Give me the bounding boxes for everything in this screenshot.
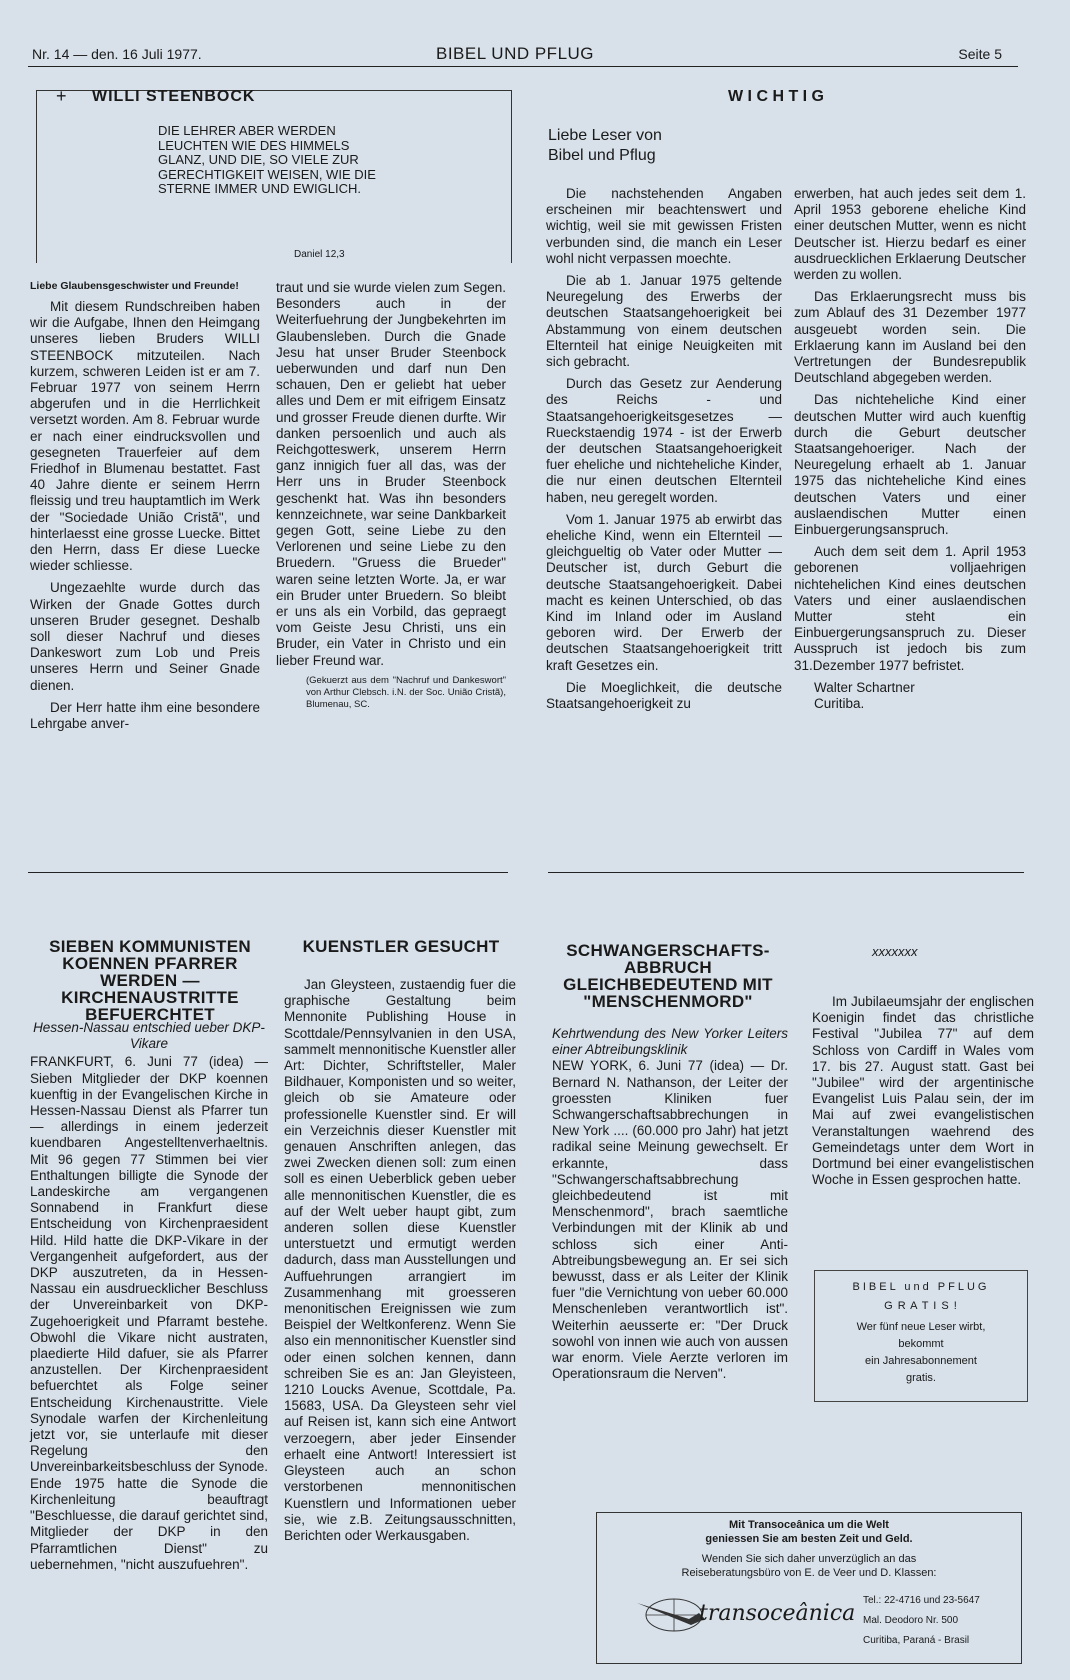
article-column	[552, 1026, 788, 1388]
article-column	[30, 1020, 268, 1579]
wichtig-paragraph: Das nichteheliche Kind einer deutschen Mutter wird auch kuenftig durch die Geburt deutscher Staatsangehoeriger. Nach der Neuregelung erhaelt ab 1. Januar 1975 das nichteheliche Kind eines deutschen Vaters und einer auslaendischen Mutter einen Einbuergerungsanspruch.	[794, 392, 1026, 538]
obituary-paragraph: Der Herr hatte ihm eine besondere Lehrgabe anver-	[30, 699, 260, 732]
wichtig-title: W I C H T I G	[728, 88, 824, 105]
ad-brand: transoceânica	[699, 1601, 856, 1626]
wichtig-column-a	[546, 186, 782, 718]
wichtig-paragraph: Die ab 1. Januar 1975 geltende Neuregelung des Erwerbs der deutschen Staatsangehoerigkeit bei Abstammung von einem deutschen Elternteil hat einige Neuigkeiten mit sich gebracht.	[546, 273, 782, 370]
wichtig-paragraph: Die Moeglichkeit, die deutsche Staatsangehoerigkeit zu	[546, 679, 782, 712]
salutation: Liebe Glaubensgeschwister und Freunde!	[30, 280, 239, 292]
article-body: Im Jubilaeumsjahr der englischen Koenigin findet das christliche Festival "Jubilea 77" auf dem Schloss von Cardiff in Wales vom 17. bis 27. August statt. Gast bei "Jubilee" wird der argentinische Evangelist Luis Palau sein, der im Mai auf zwei evangelistischen Veranstaltungen waehrend des Gemeindetags unter dem Wort in Dortmund bei einer evangelistischen Woche in Essen gesprochen hatte.	[812, 994, 1034, 1188]
signature-city: Curitiba.	[814, 696, 865, 712]
wichtig-paragraph: Auch dem seit dem 1. April 1953 geborenen volljaehrigen nichtehelichen Kind eines deutschen Vaters und einer auslaendischen Mutter steht ein Einbuergerungsanspruch zu. Dieser Ausspruch ist jedoch bis zum 31.Dezember 1977 befristet.	[794, 544, 1026, 673]
article-body: Jan Gleysteen, zustaendig fuer die graphische Gestaltung beim Mennonite Publishing House in Scottdale/Pennsylvanien in den USA, sammelt mennonitische Kuenstler aller Art: Dichter, Schriftsteller, Maler Bildhauer, Komponisten und so weiter, gleich ob sie Amateure oder professionelle Kuenstler sind. Er will ein Verzeichnis dieser Kuenstler mit genauen Anschriften anlegen, das zwei Zwecken dienen soll: zum einen soll es einen Ueberblick geben ueber alle mennonitischen Kuenstler, die es auf der Welt ueber haupt gibt, zum anderen sollen diese Kuenstler unterstuetzt und ermutigt werden dadurch, dass man Ausstellungen und Auffuehrungen arrangiert im Zusammenhang mit groesseren menonitischen Ereignissen wie zum Beispiel der Weltkonferenz. Wenn Sie also ein mennonitischer Kuenstler sind oder einen solchen kennen, dann schreiben Sie es an: Jan Gleyisteen, 1210 Loucks Avenue, Scottdale, Pa. 15683, USA. Da Gleysteen sehr viel auf Reisen ist, kann sich eine Antwort verzoegern, aber jeder Einsender erhaelt eine Antwort! Interessiert ist Gleysteen auch an schon verstorbenen mennonitischen Kuenstlern und Informationen ueber sie, wie z.B. Zeitungsausschnitten, Berichten oder Werkausgaben.	[284, 977, 516, 1543]
ad-line: Reiseberatungsbüro von E. de Veer und D. Klassen:	[681, 1567, 937, 1579]
promo-gratis: G R A T I S !	[884, 1300, 958, 1312]
article-subhead: Kehrtwendung des New Yorker Leiters einer Abtreibungsklinik	[552, 1026, 788, 1058]
ad-tel: Tel.: 22-4716 und 23-5647	[863, 1595, 980, 1606]
obituary-paragraph: Mit diesem Rundschreiben haben wir die Aufgabe, Ihnen den Heimgang unseres lieben Bruders WILLI STEENBOCK mitzuteilen. Nach kurzem, schweren Leiden ist er am 7. Februar 1977 von seinem Herrn abgerufen und in die Herrlichkeit versetzt worden. Am 8. Februar wurde er nach einer eindrucksvollen und gesegneten Trauerfeier auf dem Friedhof in Blumenau bestattet. Fast 40 Jahre diente er seinem Herrn fleissig und treu hauptamtlich im Werk der "Sociedade União Cristã", und hinterlaesst eine grosse Luecke. Bittet den Herrn, dass Er diese Luecke wieder schliesse.	[30, 299, 260, 574]
signature-name: Walter Schartner	[814, 679, 915, 695]
cross-icon: +	[56, 86, 67, 106]
article-headline: KUENSTLER GESUCHT	[302, 937, 500, 956]
obituary-source: (Gekuerzt aus dem "Nachruf und Dankeswort" von Arthur Clebsch. i.N. der Soc. União Cristã), Blumenau, SC.	[306, 674, 506, 710]
article-body: NEW YORK, 6. Juni 77 (idea) — Dr. Bernard N. Nathanson, der Leiter der groessten Kliniken fuer Schwangerschaftsabbrechungen in New York .... (60.000 pro Jahr) hat jetzt radikal seine Meinung gewechselt. Er erkannte, dass "Schwangerschaftsabbrechung gleichbedeutend ist mit Menschenmord", brach saemtliche Verbindungen mit der Klinik ab und schloss sich einer Anti-Abtreibungsbewegung an. Er sei sich bewusst, dass er als Leiter der Klinik fuer "die Vernichtung von ueber 60.000 Menschenleben verantwortlich ist". Weiterhin aeusserte er: "Der Druck sowohl von innen wie auch von aussen war enorm. Viele Aerzte verloren im Operationsraum die Nerven".	[552, 1058, 788, 1382]
obituary-paragraph: Ungezaehlte wurde durch das Wirken der Gnade Gottes durch unseren Bruder gesegnet. Deshalb soll dieser Nachruf und dieses Dankeswort zum Lob und Preis unseres Herrn und Seiner Gnade dienen.	[30, 580, 260, 693]
section-rule-left	[28, 872, 508, 873]
newspaper-title: BIBEL UND PFLUG	[436, 44, 595, 63]
issue-date: Nr. 14 — den. 16 Juli 1977.	[32, 46, 202, 62]
wichtig-paragraph: Durch das Gesetz zur Aenderung des Reichs - und Staatsangehoerigkeitsgesetzes — Rueckstaendig 1974 - ist der Erwerb der deutschen Staatsangehoerigkeit fuer eheliche und nichteheliche Kinder, die nur einen deutschen Elternteil haben, neu geregelt worden.	[546, 376, 782, 505]
obituary-column-2	[276, 280, 506, 711]
header-rule	[28, 66, 1018, 67]
article-column	[812, 994, 1034, 1194]
article-marker: xxxxxxx	[872, 944, 918, 959]
ad-city: Curitiba, Paraná - Brasil	[863, 1635, 970, 1646]
promo-box	[814, 1270, 1028, 1402]
article-headline: SIEBEN KOMMUNISTEN KOENNEN PFARRER WERDEN — KIRCHENAUSTRITTE BEFUERCHTET	[49, 937, 251, 1024]
wichtig-paragraph: Die nachstehenden Angaben erscheinen mir beachtenswert und wichtig, weil sie mit gewissen Fristen verbunden sind, die manch ein Leser wohl nicht verpassen moechte.	[546, 186, 782, 266]
promo-line: gratis.	[906, 1372, 936, 1384]
article-column	[284, 977, 516, 1550]
ad-address: Mal. Deodoro Nr. 500	[863, 1615, 959, 1626]
wichtig-column-b	[794, 186, 1026, 712]
obituary-column-1	[30, 280, 260, 738]
obituary-quote: DIE LEHRER ABER WERDEN LEUCHTEN WIE DES HIMMELS GLANZ, UND DIE, SO VIELE ZUR GERECHTIGKEIT WEISEN, WIE DIE STERNE IMMER UND EWIGLICH.	[158, 123, 376, 196]
travel-ad	[596, 1512, 1022, 1664]
page-header	[30, 44, 1020, 66]
ad-line: Mit Transoceânica um die Welt	[729, 1519, 889, 1531]
promo-line: Wer fünf neue Leser wirbt,	[856, 1321, 986, 1333]
promo-line: ein Jahresabonnement	[865, 1355, 977, 1367]
wichtig-paragraph: Das Erklaerungsrecht muss bis zum Ablauf des 31 Dezember 1977 ausgeuebt worden sein. Die Erklaerung kann im Ausland bei den Vertretungen der Bundesrepublik Deutschland abgegeben werden.	[794, 289, 1026, 386]
promo-title: BIBEL und PFLUG	[852, 1281, 990, 1293]
wichtig-greeting: Liebe Leser von Bibel und Pflug	[548, 127, 662, 164]
page-number: Seite 5	[958, 46, 1002, 62]
ad-line: geniessen Sie am besten Zeit und Geld.	[705, 1533, 913, 1545]
wichtig-paragraph: Vom 1. Januar 1975 ab erwirbt das eheliche Kind, wenn ein Elternteil — gleichgueltig ob Vater oder Mutter — Deutscher ist, durch Geburt die deutsche Staatsangehoerigkeit. Dabei macht es keinen Unterschied, ob das Kind im Inland oder im Ausland geboren wird. Der Erwerb der deutschen Staatsangehoerigkeit tritt kraft Gesetzes ein.	[546, 511, 782, 673]
ad-line: Wenden Sie sich daher unverzüglich an das	[701, 1553, 917, 1565]
quote-reference: Daniel 12,3	[294, 249, 345, 260]
obituary-title: WILLI STEENBOCK	[92, 88, 256, 105]
obituary-paragraph: traut und sie wurde vielen zum Segen. Besonders auch in der Weiterfuehrung der Jungbekehrten im Glaubensleben. Durch die Gnade Jesu hat unser Bruder Steenbock ueberwunden und darf nun Den schauen, Den er geliebt hat ueber alles und Dem er mit eifrigem Einsatz und grosser Freude dienen durfte. Wir danken persoenlich und auch als Reichgotteswerk, unserem Herrn ganz innigich fuer all das, was der Herr uns in Bruder Steenbock geschenkt hat. Was ihn besonders kennzeichnete, war seine Dankbarkeit gegen Gott, seine Liebe zu den Verlorenen und seine Liebe zu den Bruedern. "Gruess die Brueder" waren seine letzten Worte. Ja, er war ein Bruder unter Bruedern. So bleibt er uns als ein Vorbild, das gepraegt vom Geiste Jesu Christi, uns ein Bruder, ein Vater in Christo und ein lieber Freund war.	[276, 280, 506, 668]
section-rule-right	[548, 872, 1024, 873]
article-subhead: Hessen-Nassau entschied ueber DKP-Vikare	[33, 1020, 265, 1052]
wichtig-paragraph: erwerben, hat auch jedes seit dem 1. April 1953 geborene eheliche Kind einer deutschen Mutter, wenn es nicht Deutscher ist. Hierzu bedarf es einer ausdruecklichen Erklaerung Deutscher werden zu wollen.	[794, 186, 1026, 283]
article-headline: SCHWANGERSCHAFTS-ABBRUCH GLEICHBEDEUTEND MIT "MENSCHENMORD"	[563, 941, 773, 1011]
promo-line: bekommt	[898, 1338, 944, 1350]
article-body: FRANKFURT, 6. Juni 77 (idea) — Sieben Mitglieder der DKP koennen kuenftig in der Evangelischen Kirche in Hessen-Nassau Dienst als Pfarrer tun — allerdings in einem jederzeit kuendbaren Angestelltenverhaeltnis. Mit 96 gegen 77 Stimmen bei vier Enthaltungen billigte die Synode der Landeskirche am vergangenen Sonnabend in Frankfurt diese Entscheidung von Kirchenpraesident Hild. Hild hatte die DKP-Vikare in der Vergangenheit aufgefordert, aus der DKP auszutreten, da in Hessen-Nassau ein ausdruecklicher Beschluss der Unvereinbarkeit von DKP-Zugehoerigkeit und Pfarramt bestehe. Obwohl die Vikare nicht austraten, plaedierte Hild dafuer, sie als Pfarrer anzustellen. Der Kirchenpraesident befuerchtet als Folge seiner Entscheidung Kirchenaustritte. Viele Synodale warfen der Kirchenleitung jetzt vor, sie unterlaufe mit dieser Regelung den Unvereinbarkeitsbeschluss der Synode. Ende 1975 hatte die Synode die Kirchenleitung beauftragt "Beschluesse, die darauf gerichtet sind, Mitglieder der DKP in den Pfarramtlichen Dienst" zu uebernehmen, "nicht auszufuehren".	[30, 1054, 268, 1572]
